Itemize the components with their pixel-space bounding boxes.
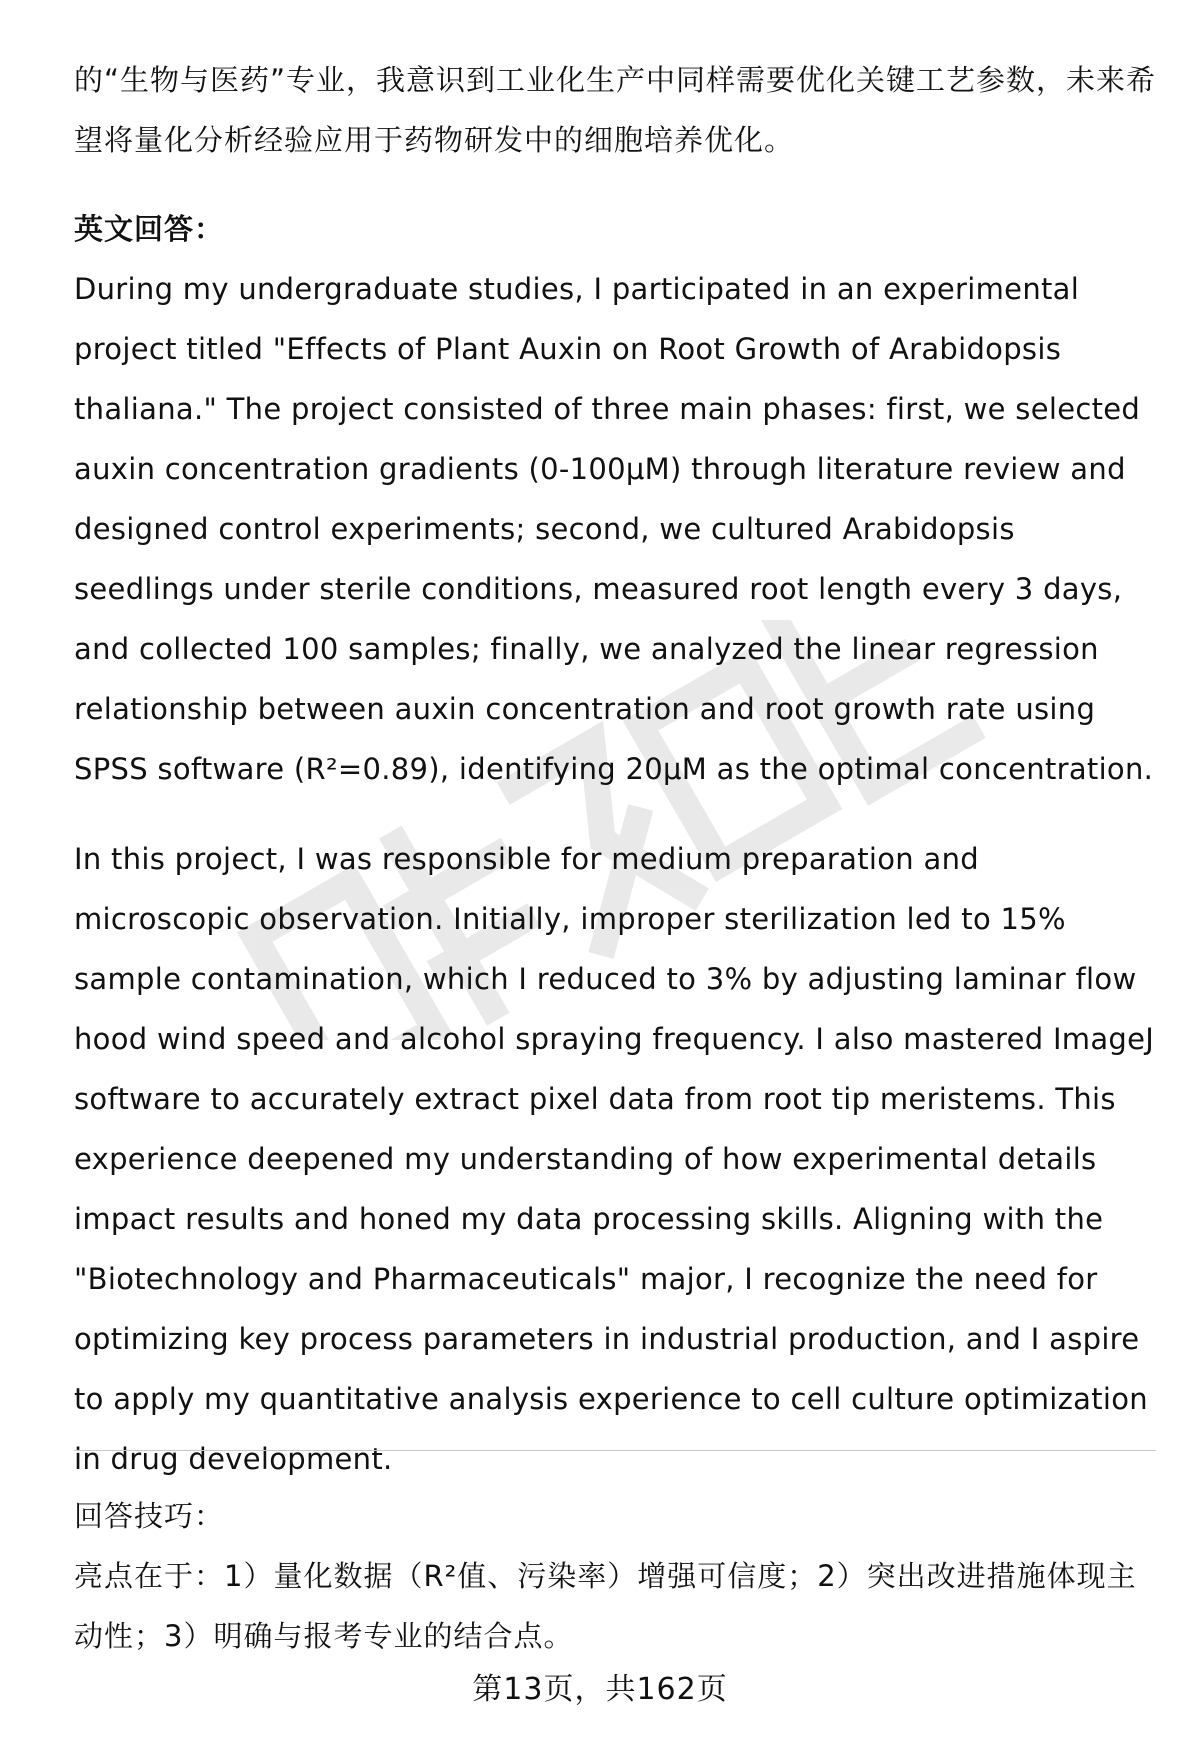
english-paragraph-2: In this project, I was responsible for medium preparation and microscopic observation. Initially, improper sterilization led to 15% sample contamination, which I reduced to 3% by adjusting laminar flow hood wind speed and alcohol spraying frequency. I also mastered ImageJ software to accurately extract pixel data from root tip meristems. This experience deepened my understanding of how experimental details impact results and honed my data processing skills. Aligning with the "Biotechnology and Pharmaceuticals" major, I recognize the need for optimizing key process parameters in industrial production, and I aspire to apply my quantitative analysis experience to cell culture optimization in drug development.: [74, 842, 1155, 1476]
section-divider: [74, 1450, 1156, 1451]
english-answer-heading: 英文回答：: [74, 212, 225, 246]
tips-text: 亮点在于：1）量化数据（R²值、污染率）增强可信度；2）突出改进措施体现主动性；3）明确与报考专业的结合点。: [74, 1559, 1137, 1653]
page-indicator: 第13页，共162页: [472, 1672, 728, 1707]
tips-heading: 回答技巧：: [74, 1499, 225, 1533]
english-paragraph-1: During my undergraduate studies, I participated in an experimental project titled "Effects of Plant Auxin on Root Growth of Arabidopsis thaliana." The project consisted of three main phases: first, we selected auxin concentration gradients (0-100μM) through literature review and designed control experiments; second, we cultured Arabidopsis seedlings under sterile conditions, measured root length every 3 days, and collected 100 samples; finally, we analyzed the linear regression relationship between auxin concentration and root growth rate using SPSS software (R²=0.89), identifying 20μM as the optimal concentration.: [74, 272, 1154, 786]
chinese-answer-tail: 的“生物与医药”专业，我意识到工业化生产中同样需要优化关键工艺参数，未来希望将量化分析经验应用于药物研发中的细胞培养优化。: [74, 63, 1157, 157]
